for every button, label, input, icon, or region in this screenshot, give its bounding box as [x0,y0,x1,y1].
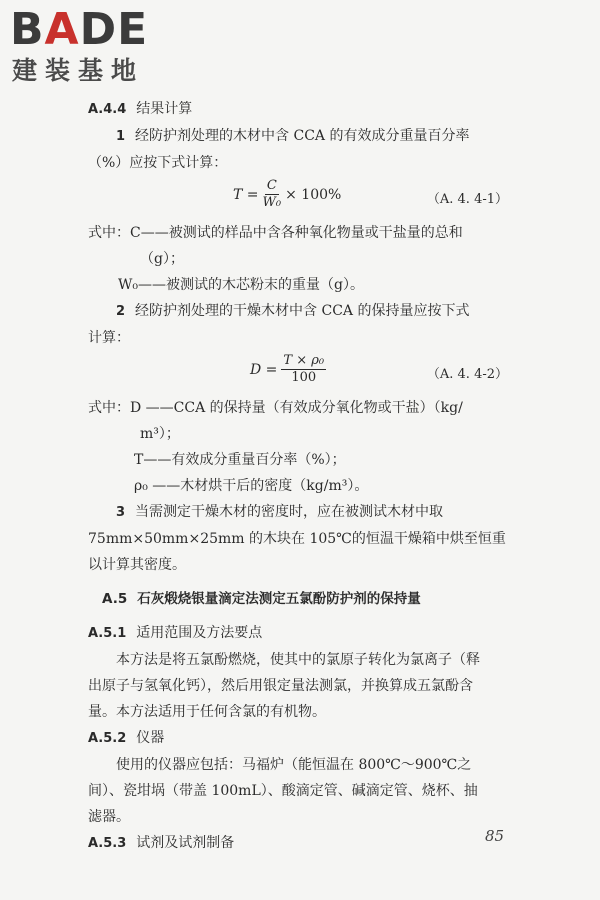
paragraph-1-cont: （%）应按下式计算： [88,155,228,171]
where-d: 式中：D ——CCA 的保持量（有效成分氧化物或干盐）（kg/ [88,400,463,416]
where-w0: W₀——被测试的木芯粉末的重量（g）。 [118,277,364,293]
a52-text-2: 间）、瓷坩埚（带盖 100mL）、酸滴定管、碱滴定管、烧杯、抽 [88,783,478,799]
page-number: 85 [485,827,505,845]
paragraph-2-cont: 计算： [88,330,130,346]
formula-a44-2: D = $\frac{\text{T × ρ₀}}{100}$ （A. 4. 4-2） [250,353,508,385]
paragraph-1: 1 经防护剂处理的木材中含 CCA 的有效成分重量百分率 [116,128,470,144]
section-title-a5: A.5 石灰煅烧银量滴定法测定五氯酚防护剂的保持量 [102,591,421,607]
subsection-a52: A.5.2 仪器 [88,730,165,746]
a52-text-3: 滤器。 [88,809,130,825]
section-heading-a44: A.4.4 结果计算 [88,101,193,117]
paragraph-3: 3 当需测定干燥木材的密度时，应在被测试木材中取 [116,504,444,520]
where-t: T——有效成分重量百分率（%）； [134,452,346,468]
where-d-unit: m³）； [140,426,180,442]
a51-text-3: 量。本方法适用于任何含氯的有机物。 [88,704,326,720]
logo-subtitle: 建装基地 [12,56,145,85]
a52-text-1: 使用的仪器应包括：马福炉（能恒温在 800℃～900℃之 [116,757,472,773]
formula-tag-2: （A. 4. 4-2） [426,367,508,382]
formula-a44-1: T = $\frac{C}{\text{W₀}}$ × 100% （A. 4. 4-1） [233,178,508,210]
brand-logo [10,6,180,98]
formula-tag-1: （A. 4. 4-1） [426,192,508,207]
a51-text-2: 出原子与氢氧化钙），然后用银定量法测氯，并换算成五氯酚含 [88,678,473,694]
where-c-unit: （g）； [140,251,184,267]
subsection-a53: A.5.3 试剂及试剂制备 [88,835,235,851]
subsection-a51: A.5.1 适用范围及方法要点 [88,625,263,641]
paragraph-2: 2 经防护剂处理的干燥木材中含 CCA 的保持量应按下式 [116,303,470,319]
a51-text-1: 本方法是将五氯酚燃烧，使其中的氯原子转化为氯离子（释 [116,652,480,668]
where-c: 式中：C——被测试的样品中含各种氧化物量或干盐量的总和 [88,225,463,241]
logo-wordmark: BADE [10,4,149,55]
paragraph-3-cont: 75mm×50mm×25mm 的木块在 105℃的恒温干燥箱中烘至恒重 [88,531,506,547]
document-body [88,96,508,857]
where-rho: ρ₀ ——木材烘干后的密度（kg/m³）。 [134,478,369,494]
paragraph-3-end: 以计算其密度。 [88,557,186,573]
